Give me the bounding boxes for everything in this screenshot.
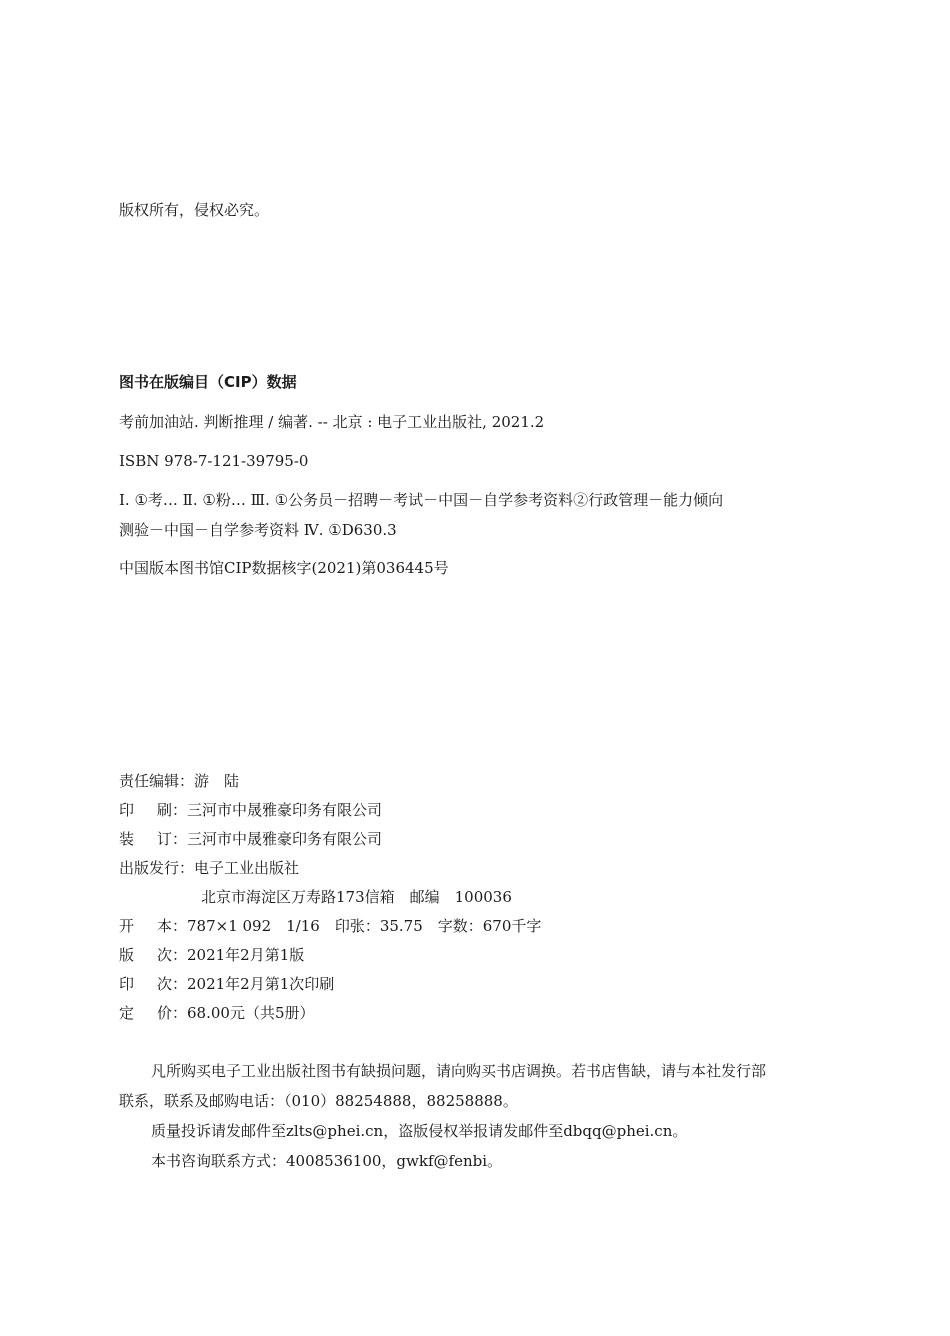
cip-record: 中国版本图书馆CIP数据核字(2021)第036445号 <box>119 559 449 577</box>
notice-line-1: 凡所购买电子工业出版社图书有缺损问题，请向购买书店调换。若书店售缺，请与本社发行部 <box>151 1062 767 1080</box>
imprint-address: 北京市海淀区万寿路173信箱 邮编 100036 <box>201 888 512 906</box>
imprint-price-row <box>119 1004 315 1022</box>
cip-title-line: 考前加油站. 判断推理 / 编著. -- 北京 : 电子工业出版社, 2021.2 <box>119 413 545 431</box>
imprint-publisher-row <box>119 859 299 877</box>
imprint-binding-value: 三河市中晟雅豪印务有限公司 <box>187 830 383 848</box>
imprint-edition-row <box>119 946 304 964</box>
imprint-binding-row <box>119 830 382 848</box>
notice-line-3: 质量投诉请发邮件至zlts@phei.cn，盗版侵权举报请发邮件至dbqq@phei.cn。 <box>151 1122 688 1140</box>
imprint-publisher-label: 出版发行： <box>119 859 195 877</box>
imprint-editor-row <box>119 772 239 790</box>
cip-classification-line1: Ⅰ. ①考… Ⅱ. ①粉… Ⅲ. ①公务员－招聘－考试－中国－自学参考资料②行政管理－能力倾向 <box>119 491 724 509</box>
imprint-format-label: 开 本： <box>119 917 187 935</box>
cip-heading: 图书在版编目（CIP）数据 <box>119 373 297 391</box>
imprint-publisher-value: 电子工业出版社 <box>194 859 300 877</box>
imprint-printing-value: 三河市中晟雅豪印务有限公司 <box>187 801 383 819</box>
imprint-format-value: 787×1 092 1/16 印张：35.75 字数：670千字 <box>187 917 542 935</box>
cip-classification-line2: 测验－中国－自学参考资料 Ⅳ. ①D630.3 <box>119 521 397 539</box>
imprint-edition-label: 版 次： <box>119 946 187 964</box>
imprint-editor-label: 责任编辑： <box>119 772 195 790</box>
imprint-printing-row <box>119 801 382 819</box>
imprint-printing-label: 印 刷： <box>119 801 187 819</box>
imprint-impression-row <box>119 975 334 993</box>
imprint-editor-value: 游 陆 <box>194 772 240 790</box>
imprint-binding-label: 装 订： <box>119 830 187 848</box>
imprint-price-value: 68.00元（共5册） <box>187 1004 315 1022</box>
imprint-impression-value: 2021年2月第1次印刷 <box>187 975 335 993</box>
imprint-edition-value: 2021年2月第1版 <box>187 946 305 964</box>
notice-line-2: 联系，联系及邮购电话：（010）88254888，88258888。 <box>119 1092 518 1110</box>
copyright-notice: 版权所有，侵权必究。 <box>119 201 270 219</box>
imprint-impression-label: 印 次： <box>119 975 187 993</box>
notice-line-4: 本书咨询联系方式：4008536100，gwkf@fenbi。 <box>151 1152 503 1170</box>
imprint-price-label: 定 价： <box>119 1004 187 1022</box>
imprint-format-row <box>119 917 541 935</box>
cip-isbn: ISBN 978-7-121-39795-0 <box>119 452 309 470</box>
